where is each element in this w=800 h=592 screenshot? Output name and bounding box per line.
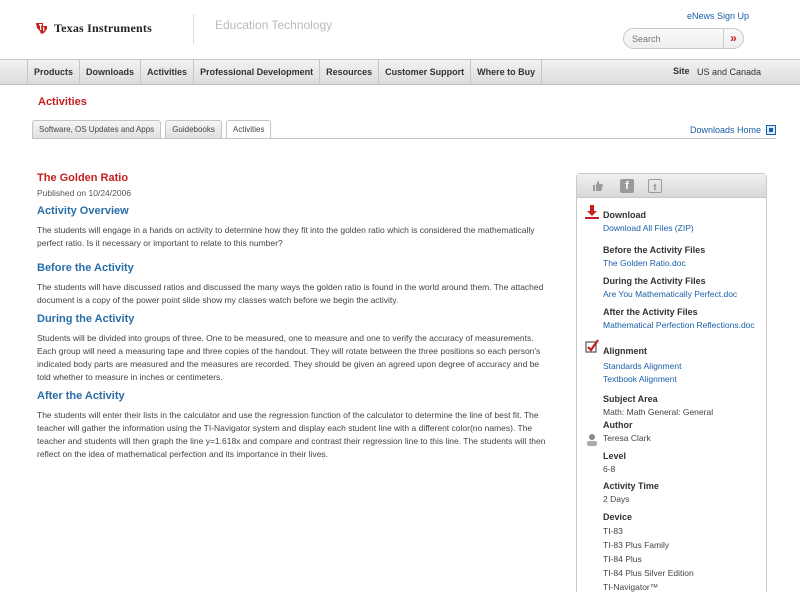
brand-name: Texas Instruments [54,20,152,35]
ti-logo-icon [34,20,50,36]
nav-item-activities[interactable]: Activities [141,60,194,85]
tab-bar [32,120,275,139]
tab-software-os-updates[interactable]: Software, OS Updates and Apps [32,120,161,138]
social-bar [577,174,766,198]
after-files-heading: After the Activity Files [603,307,698,317]
site-header [0,0,800,58]
published-date: Published on 10/24/2006 [37,188,132,198]
before-file-link[interactable]: The Golden Ratio.doc [603,258,686,268]
device-item: TI-84 Plus Silver Edition [603,568,694,578]
before-files-heading: Before the Activity Files [603,245,706,255]
before-files-section [603,245,705,268]
author-icon [585,433,599,447]
checkbox-icon [585,339,599,353]
tab-activities[interactable]: Activities [226,120,272,139]
site-label: Site [673,66,690,76]
download-all-link[interactable]: Download All Files (ZIP) [603,223,694,233]
tab-divider [32,138,776,139]
subject-value: Math: Math General: General [603,407,714,417]
level-heading: Level [603,451,627,461]
activity-title: The Golden Ratio [37,172,129,184]
author-section [603,420,651,443]
downloads-home-label: Downloads Home [690,125,762,135]
downloads-home-link[interactable] [690,125,776,135]
download-section [603,210,694,233]
header-divider [193,14,194,44]
author-heading: Author [603,420,633,430]
textbook-alignment-link[interactable]: Textbook Alignment [603,374,677,384]
section-heading: After the Activity [37,390,125,402]
search-placeholder: Search [632,34,661,44]
search-input[interactable] [623,28,744,49]
page-title: Activities [38,96,87,108]
after-files-section [603,307,755,330]
facebook-icon[interactable]: f [620,179,634,193]
nav-item-customer-support[interactable]: Customer Support [379,60,471,85]
section-heading: Activity Overview [37,205,129,217]
section-heading: Before the Activity [37,262,134,274]
level-value: 6-8 [603,464,616,474]
section-text: The students will enter their lists in the calculator and use the regression function of the calculator to determine the line of best fit. The teacher will gather the information using the TI-Navigator system and display each student line with a different color(no names). The teacher and students will then graph the line y=1.618x and compare and contrast their regression line to this line. The students will then reflect on the idea of mathematical perfection and its importance in their lives. [37,410,546,459]
download-heading: Download [603,210,646,220]
nav-item-resources[interactable]: Resources [320,60,379,85]
activity-time-section [603,481,659,504]
alignment-heading: Alignment [603,346,647,356]
during-file-link[interactable]: Are You Mathematically Perfect.doc [603,289,738,299]
device-section [603,512,694,592]
download-icon [585,205,599,219]
twitter-icon[interactable]: t [648,179,662,193]
standards-alignment-link[interactable]: Standards Alignment [603,361,682,371]
subject-heading: Subject Area [603,394,658,404]
nav-item-professional-development[interactable]: Professional Development [194,60,320,85]
nav-item-products[interactable]: Products [27,60,80,85]
like-icon[interactable] [591,179,605,193]
main-nav [0,59,800,85]
after-file-link[interactable]: Mathematical Perfection Reflections.doc [603,320,755,330]
author-value: Teresa Clark [603,433,651,443]
nav-item-where-to-buy[interactable]: Where to Buy [471,60,542,85]
home-icon [766,125,776,135]
device-item: TI-Navigator™ [603,582,659,592]
activity-sidebar [576,173,767,592]
device-item: TI-83 [603,526,623,536]
activity-content [37,172,547,461]
level-section [603,451,626,474]
activity-time-heading: Activity Time [603,481,659,491]
nav-item-downloads[interactable]: Downloads [80,60,141,85]
search-button[interactable]: » [723,28,743,49]
alignment-section [603,346,681,384]
section-text: Students will be divided into groups of three. One to be measured, one to measure and one to verify the accuracy of measurements. Each group will need a measuring tape and three copies of the handout. They will rotate between the three positions so each person's indicated body parts are measured and the measures are recorded. They should be given an agreed upon degree of accuracy and be told whether to measure in inches or centimeters. [37,333,541,382]
device-item: TI-84 Plus [603,554,642,564]
tab-guidebooks[interactable]: Guidebooks [165,120,222,138]
enews-signup-link[interactable]: eNews Sign Up [687,11,750,21]
section-heading: During the Activity [37,313,135,325]
device-list [603,526,694,592]
ti-logo[interactable] [34,18,152,38]
site-tagline: Education Technology [215,18,333,32]
section-text: The students will engage in a hands on activity to determine how they fit into the golden ratio which is considered the mathematically perfect ratio. Is it necessary or important to relate to this number? [37,225,535,248]
site-selector[interactable]: US and Canada [697,67,762,77]
device-heading: Device [603,512,633,522]
during-files-section [603,276,737,299]
subject-section [603,394,713,417]
section-text: The students will have discussed ratios and discussed the many ways the golden ratio is found in the world around them. The attached document is a copy of the power point slide show my classes watch before we begin the activity. [37,282,544,305]
activity-time-value: 2 Days [603,494,630,504]
device-item: TI-83 Plus Family [603,540,670,550]
during-files-heading: During the Activity Files [603,276,706,286]
